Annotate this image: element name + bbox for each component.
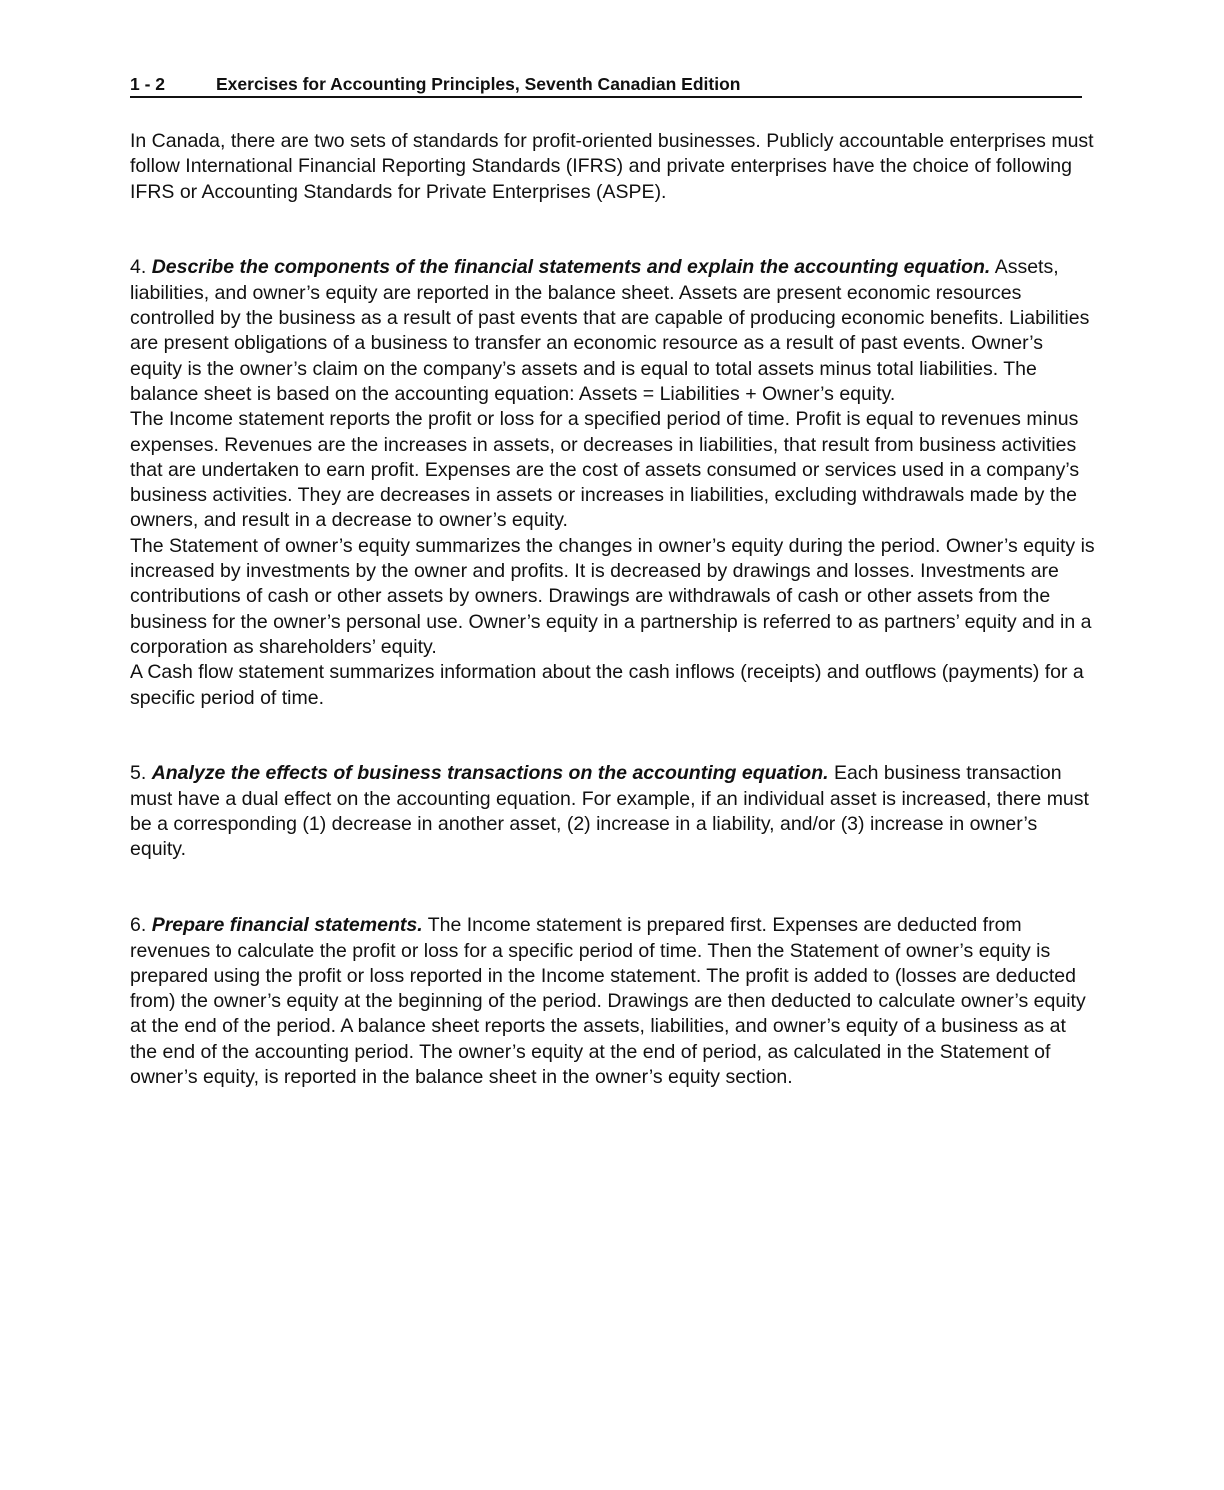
item-5-text: Each business transaction must have a dual effect on the accounting equation. For example, if an individual asset is increased, there must be a corresponding (1) decrease in another asset, (2) increase in a liability, and/or (3) increase in owner’s equity. <box>130 762 1089 861</box>
intro-paragraph: In Canada, there are two sets of standards for profit-oriented businesses. Publicly accountable enterprises must follow International Financial Reporting Standards (IFRS) and private enterprises have the choice of following IFRS or Accounting Standards for Private Enterprises (ASPE). <box>130 130 1094 203</box>
item-6-text: The Income statement is prepared first. Expenses are deducted from revenues to calculate the profit or loss for a specific period of time. Then the Statement of owner’s equity is prepared using the profit or loss reported in the Income statement. The profit is added to (losses are deducted from) the owner’s equity at the beginning of the period. Drawings are then deducted to calculate owner’s equity at the end of the period. A balance sheet reports the assets, liabilities, and owner’s equity of a business as at the end of the accounting period. The owner’s equity at the end of period, as calculated in the Statement of owner’s equity, is reported in the balance sheet in the owner’s equity section. <box>130 914 1086 1088</box>
item-4-number: 4. <box>130 256 147 279</box>
item-4-cash-flow-paragraph: A Cash flow statement summarizes information about the cash inflows (receipts) and outflows (payments) for a specific period of time. <box>130 661 1084 709</box>
item-5-number: 5. <box>130 762 147 785</box>
item-4-text: Assets, liabilities, and owner’s equity are reported in the balance sheet. Assets are present economic resources controlled by the business as a result of past events that are capable of producing economic benefits. Liabilities are present obligations of a business to transfer an economic resource as a result of past events. Owner’s equity is the owner’s claim on the company’s assets and is equal to total assets minus total liabilities. The balance sheet is based on the accounting equation: Assets = Liabilities + Owner’s equity. <box>130 256 1090 405</box>
item-5-heading: Analyze the effects of business transactions on the accounting equation. <box>151 762 829 785</box>
item-4-paragraph <box>130 255 1095 407</box>
item-4-heading: Describe the components of the financial statements and explain the accounting equation. <box>151 256 991 279</box>
page-number: 1 - 2 <box>130 74 166 94</box>
item-4-income-statement-paragraph: The Income statement reports the profit or loss for a specified period of time. Profit is equal to revenues minus expenses. Revenues are the increases in assets, or decreases in liabilities, that result from business activities that are undertaken to earn profit. Expenses are the cost of assets consumed or services used in a company’s business activities. They are decreases in assets or increases in liabilities, excluding withdrawals made by the owners, and result in a decrease to owner’s equity. <box>130 408 1080 532</box>
book-title: Exercises for Accounting Principles, Seventh Canadian Edition <box>216 74 741 94</box>
page-header <box>130 72 1082 98</box>
item-6-heading: Prepare financial statements. <box>151 914 423 937</box>
item-4-owners-equity-paragraph: The Statement of owner’s equity summarizes the changes in owner’s equity during the period. Owner’s equity is increased by investments by the owner and profits. It is decreased by drawings and losses. Investments are contributions of cash or other assets by owners. Drawings are withdrawals of cash or other assets from the business for the owner’s personal use. Owner’s equity in a partnership is referred to as partners’ equity and in a corporation as shareholders’ equity. <box>130 534 1095 658</box>
item-6-number: 6. <box>130 914 147 937</box>
item-6-paragraph <box>130 913 1095 1090</box>
page-body <box>130 129 1095 1090</box>
item-5-paragraph <box>130 761 1095 862</box>
